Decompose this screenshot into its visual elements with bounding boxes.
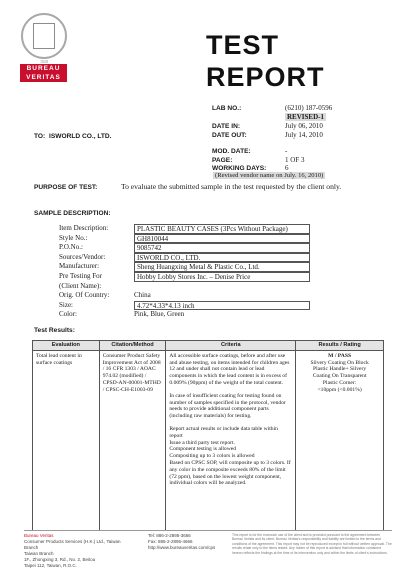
working-days-label: WORKING DAYS: (212, 165, 267, 172)
sample-row-label: Color: (59, 310, 77, 319)
seal-shield-icon (33, 23, 55, 49)
to-label: TO: (34, 133, 46, 140)
sample-row-value (134, 282, 304, 292)
footer-fine-print: This report is for the exclusive use of the client and is provided pursuant to the agreement between Bureau Veritas and its client. Bureau Veritas's responsibility and liability are limited to the terms and conditions of the agreement. This report may not be reproduced except in full without written approval. The results relate only to the items tested. Any holder of this report is advised that information contained hereon reflects the findings at the time of its intervention only and within the limits of client's instructions. (232, 533, 392, 555)
result-line: Plastic Handle+ Silvery (313, 366, 367, 373)
sample-row-label: Manufacturer: (59, 262, 100, 271)
sample-row-value: PLASTIC BEAUTY CASES (3Pcs Without Package) (134, 224, 310, 234)
footer-line: Taiwan Branch (24, 551, 54, 556)
col-citation: Citation/Method (99, 341, 166, 351)
sample-row (59, 272, 359, 282)
evaluation-cell: Total lead content in surface coatings (33, 350, 100, 530)
sample-row (59, 253, 359, 263)
lab-no-value: (6210) 187-0596 (285, 104, 333, 112)
table-row (33, 350, 384, 530)
date-in-value: July 06, 2010 (285, 122, 323, 130)
result-line: <10ppm (<0.001%) (317, 386, 362, 393)
page-value: 1 OF 3 (285, 156, 305, 164)
seal-year: 1828 (40, 59, 48, 64)
date-out-label: DATE OUT: (212, 132, 247, 139)
result-line: Coating On Transparent (312, 373, 367, 380)
criteria-para: Compositing up to 3 colors is allowed (169, 453, 255, 460)
sample-row-label: Style No.: (59, 233, 88, 242)
result-line: M / PASS (328, 352, 352, 359)
result-line: Plastic Corner: (322, 379, 357, 386)
sample-row (59, 291, 359, 301)
criteria-para: Issue a third party test report. (169, 439, 235, 446)
bureau-veritas-band: BUREAU (20, 64, 67, 73)
result-line: Silvery Coating On Block (310, 359, 369, 366)
sample-row-value: Sheng Huangxing Metal & Plastic Co., Ltd. (134, 262, 310, 272)
citation-cell: Consumer Product Safety Improvement Act of 2008 / 16 CFR 1303 / AOAC 974.02 (modified) / CPSD-AN-00001-MTHD / CPSC-CH-E1003-09 (99, 350, 166, 530)
sample-table (59, 224, 359, 320)
criteria-para: Component testing is allowed (169, 446, 237, 453)
sample-row-label: Sources/Vendor: (59, 252, 106, 261)
criteria-para: Based on CPSC SOP, will composite up to 3 colors. If any color in the composite exceeds 80% of the limit (72 ppm), based on the lowest weight component, individual colors will be analyzed. (169, 459, 291, 487)
footer-line: Taipei 112, Taiwan, R.O.C. (24, 563, 77, 568)
col-evaluation: Evaluation (33, 341, 100, 351)
sample-row (59, 243, 359, 253)
sample-row-value: Hobby Lobby Stores Inc. – Denise Price (134, 272, 310, 282)
purpose-label: PURPOSE OF TEST: (34, 184, 98, 191)
to-value: ISWORLD CO., LTD. (49, 133, 112, 140)
sample-row-value: Pink, Blue, Green (134, 310, 185, 319)
results-table (32, 340, 384, 531)
sample-row (59, 234, 359, 244)
page-label: PAGE: (212, 157, 233, 164)
sample-heading: SAMPLE DESCRIPTION: (34, 210, 111, 217)
lab-no-label: LAB NO.: (212, 105, 242, 112)
criteria-cell (166, 350, 296, 530)
bureau-veritas-band-2: VERITAS (20, 73, 67, 82)
purpose-text: To evaluate the submitted sample in the test requested by the client only. (121, 182, 342, 191)
footer-line: 1F., Zhongxing 3, Rd., No. 2, Beitou (24, 557, 96, 562)
footer-divider (24, 530, 392, 531)
results-header-row (33, 341, 384, 351)
criteria-para: All accessible surface coatings, before and after use and abuse testing, on items intended for children ages 12 and under shall not contain lead or lead components in which the lead content is in excess of 0.009% (90ppm) of the weight of the total content. (169, 352, 290, 386)
sample-row-value: GH810044 (134, 234, 310, 244)
sample-row-value: China (134, 291, 151, 300)
criteria-para: In case of insufficient coating for testing found on number of samples specified in the protocol, vendor needs to provide additional component parts (including raw materials) for testing. (169, 392, 286, 420)
footer-address (24, 533, 134, 569)
sample-row-value: 9085742 (134, 243, 310, 253)
title-line-2: REPORT (206, 62, 325, 92)
title-line-1: TEST (206, 30, 280, 60)
criteria-para: Report actual results or include data table within report (169, 425, 278, 439)
mod-date-value: - (285, 147, 288, 155)
sample-row-value: ISWORLD CO., LTD. (134, 253, 310, 263)
sample-row-value: 4.72*4.33*4.13 inch (134, 301, 310, 311)
mod-date-label: MOD. DATE: (212, 148, 251, 155)
sample-row-label: Size: (59, 300, 73, 309)
sample-row-label: (Client Name): (59, 281, 102, 290)
sample-row-label: Orig. Of Country: (59, 291, 110, 300)
revised-badge: REVISED-1 (287, 113, 324, 121)
sample-row-label: P.O.No.: (59, 243, 83, 252)
date-out-value: July 14, 2010 (285, 131, 323, 139)
sample-row (59, 301, 359, 311)
sample-row (59, 224, 359, 234)
results-heading: Test Results: (34, 327, 75, 334)
sample-row-label: Item Description: (59, 224, 109, 232)
date-in-label: DATE IN: (212, 123, 241, 130)
sample-row (59, 262, 359, 272)
footer-tel: Tel: 886-2-2895-3666 (148, 533, 191, 538)
footer-fax: Fax: 886-2-2895-4666 (148, 539, 193, 544)
revised-note: (Revised vendor name on July. 16, 2010) (215, 172, 324, 179)
sample-row (59, 282, 359, 292)
sample-row-label: Pre Testing For (59, 271, 102, 280)
sample-row (59, 310, 359, 320)
footer-web: http://www.bureauveritas.com/cps (148, 545, 216, 550)
footer-company: Bureau Veritas (24, 533, 54, 538)
col-results: Results / Rating (296, 341, 384, 351)
working-days-value: 6 (285, 164, 289, 172)
footer-contact (148, 533, 228, 551)
footer-line: Consumer Products Services (H.K.) Ltd., Taiwan Branch (24, 539, 121, 550)
result-cell (296, 350, 384, 530)
bureau-veritas-seal-logo (21, 13, 67, 59)
col-criteria: Criteria (166, 341, 296, 351)
